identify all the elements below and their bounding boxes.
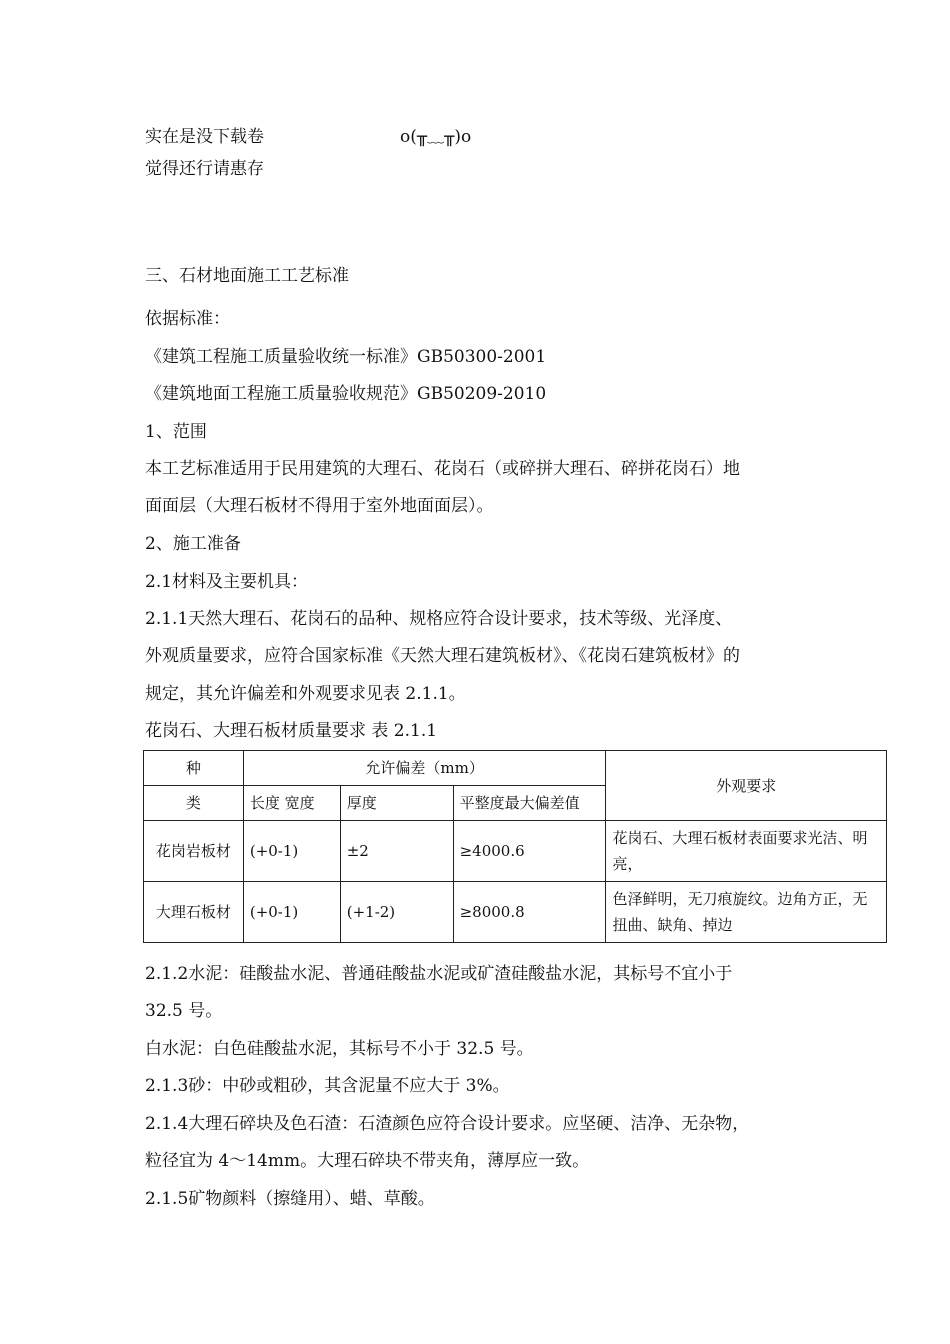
scope-heading: 1、范围 (145, 422, 207, 442)
header-appearance: 外观要求 (606, 751, 887, 821)
quality-table (143, 750, 887, 943)
materials-heading: 2.1材料及主要机具： (145, 572, 309, 592)
standard-ref-1: 《建筑工程施工质量验收统一标准》GB50300-2001 (145, 347, 547, 367)
row-flatness: ≥4000.6 (453, 821, 606, 882)
header-kind-bottom: 类 (144, 786, 244, 821)
materials-text-2: 外观质量要求，应符合国家标准《天然大理石建筑板材》、《花岗石建筑板材》的 (145, 646, 740, 666)
row-flatness: ≥8000.8 (453, 882, 606, 943)
scope-text-2: 面面层（大理石板材不得用于室外地面面层）。 (145, 496, 494, 516)
materials-text-3: 规定，其允许偏差和外观要求见表 2.1.1。 (145, 684, 466, 704)
table-caption: 花岗石、大理石板材质量要求 表 2.1.1 (145, 721, 438, 741)
row-appearance: 花岗石、大理石板材表面要求光洁、明亮， (606, 821, 887, 882)
row-length: (+0-1) (243, 821, 340, 882)
scope-text-1: 本工艺标准适用于民用建筑的大理石、花岗石（或碎拼大理石、碎拼花岗石）地 (145, 459, 740, 479)
row-kind: 花岗岩板材 (144, 821, 244, 882)
header-flatness: 平整度最大偏差值 (453, 786, 606, 821)
note-text-second: 觉得还行请惠存 (145, 159, 264, 179)
header-length-width: 长度 宽度 (243, 786, 340, 821)
prep-heading: 2、施工准备 (145, 534, 241, 554)
row-appearance: 色泽鲜明，无刀痕旋纹。边角方正，无扭曲、缺角、掉边 (606, 882, 887, 943)
materials-text-1: 2.1.1天然大理石、花岗石的品种、规格应符合设计要求，技术等级、光泽度、 (145, 609, 733, 629)
basis-label: 依据标准： (145, 309, 230, 329)
header-kind-top: 种 (144, 751, 244, 786)
row-thickness: ±2 (340, 821, 453, 882)
marble-chips-text-2: 粒径宜为 4～14mm。大理石碎块不带夹角，薄厚应一致。 (145, 1151, 590, 1171)
section-heading: 三、石材地面施工工艺标准 (145, 266, 349, 286)
table-row (144, 821, 887, 882)
note-text-left: 实在是没下载卷 (145, 127, 264, 147)
standard-ref-2: 《建筑地面工程施工质量验收规范》GB50209-2010 (145, 384, 547, 404)
white-cement-text: 白水泥：白色硅酸盐水泥，其标号不小于 32.5 号。 (145, 1039, 534, 1059)
row-thickness: (+1-2) (340, 882, 453, 943)
row-length: (+0-1) (243, 882, 340, 943)
cement-text-2: 32.5 号。 (145, 1001, 223, 1021)
pigment-text: 2.1.5矿物颜料（擦缝用）、蜡、草酸。 (145, 1189, 435, 1209)
table-row (144, 882, 887, 943)
header-thickness: 厚度 (340, 786, 453, 821)
header-tolerance: 允许偏差（mm） (243, 751, 606, 786)
note-emoticon: o(╥﹏╥)o (400, 127, 472, 147)
marble-chips-text-1: 2.1.4大理石碎块及色石渣：石渣颜色应符合设计要求。应坚硬、洁净、无杂物， (145, 1114, 750, 1134)
cement-text-1: 2.1.2水泥：硅酸盐水泥、普通硅酸盐水泥或矿渣硅酸盐水泥，其标号不宜小于 (145, 964, 733, 984)
row-kind: 大理石板材 (144, 882, 244, 943)
sand-text: 2.1.3砂：中砂或粗砂，其含泥量不应大于 3%。 (145, 1076, 510, 1096)
